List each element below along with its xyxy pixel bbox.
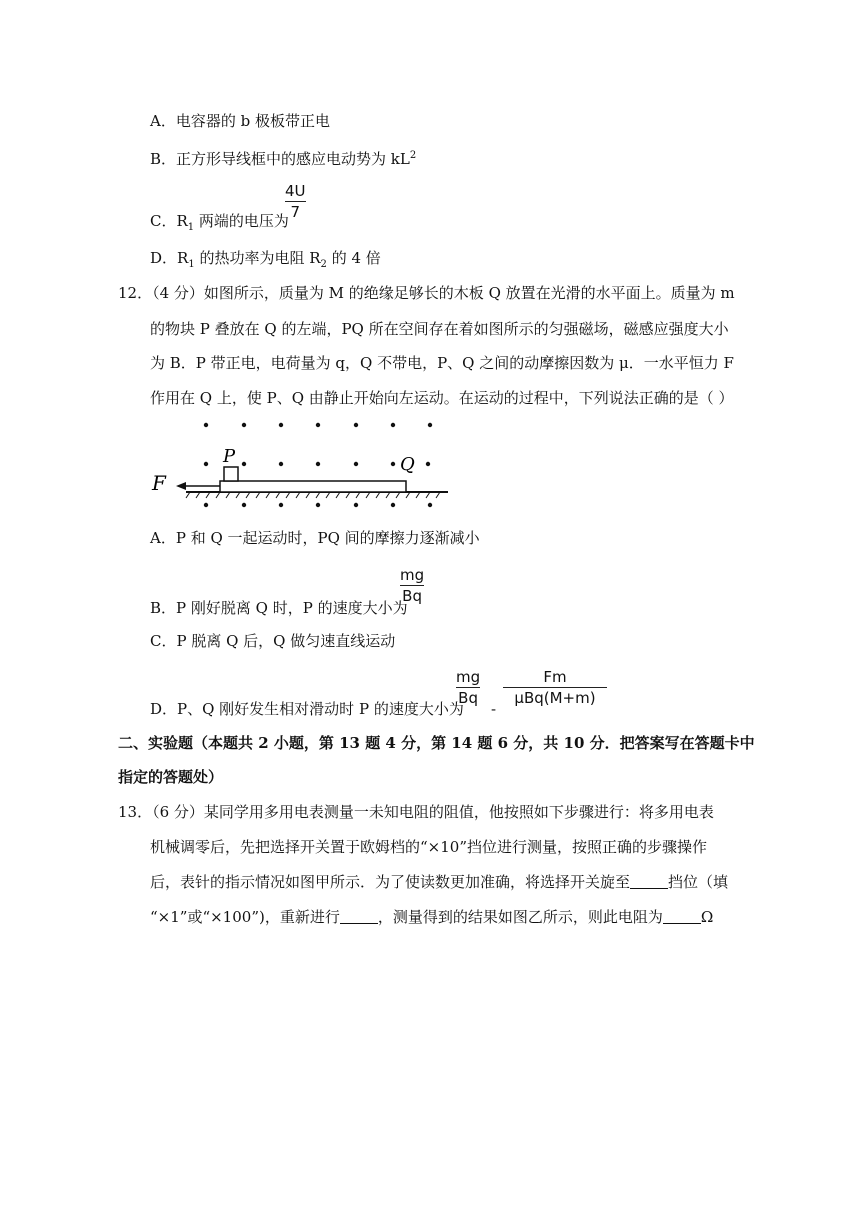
q12-option-b: B．P 刚好脱离 Q 时，P 的速度大小为 [150, 599, 408, 617]
q11-option-d: D．$R_1$ 的热功率为电阻 $R_2$ 的 4 倍 [150, 249, 381, 270]
q11-c-fraction: 4U 7 [285, 182, 306, 221]
block-p [224, 467, 238, 481]
board-q [220, 481, 406, 492]
q13-stem-line2: 机械调零后，先把选择开关置于欧姆档的“×10”挡位进行测量，按照正确的步骤操作 [150, 838, 707, 856]
q12-option-a: A．P 和 Q 一起运动时，PQ 间的摩擦力逐渐减小 [150, 529, 480, 547]
q12-stem-line3: 为 B．P 带正电，电荷量为 q，Q 不带电，P、Q 之间的动摩擦因数为 μ．一水平恒力 F [150, 354, 734, 372]
force-arrowhead [176, 482, 186, 490]
q12-d-minus: - [491, 700, 497, 718]
q13-stem-line1: 13．（6 分）某同学用多用电表测量一未知电阻的阻值，他按照如下步骤进行：将多用电表 [118, 803, 714, 821]
label-p: P [223, 446, 236, 467]
q11-option-b: B．正方形导线框中的感应电动势为 $kL^2$ [150, 150, 417, 168]
label-f: F [152, 471, 166, 495]
q12-stem-line4: 作用在 Q 上，使 P、Q 由静止开始向左运动。在运动的过程中，下列说法正确的是（ ） [150, 389, 734, 407]
label-q: Q [400, 454, 415, 475]
q11-option-a: A．电容器的 b 极板带正电 [150, 112, 330, 130]
blank-step [340, 908, 378, 924]
q11-option-c: C．$R_1$ 两端的电压为 [150, 212, 289, 233]
q13-stem-line3: 后，表针的指示情况如图甲所示．为了使读数更加准确，将选择开关旋至 挡位（填 [150, 873, 729, 891]
q12-option-d: D．P、Q 刚好发生相对滑动时 P 的速度大小为 [150, 700, 464, 718]
blank-range [630, 873, 668, 889]
q12-stem-line1: 12．（4 分）如图所示，质量为 M 的绝缘足够长的木板 Q 放置在光滑的水平面上。质量为 m [118, 284, 735, 302]
section2-heading-line1: 二、实验题（本题共 2 小题，第 13 题 4 分，第 14 题 6 分，共 10 分．把答案写在答题卡中 [118, 734, 755, 752]
q12-option-c: C．P 脱离 Q 后，Q 做匀速直线运动 [150, 632, 396, 650]
blank-resistance [663, 908, 701, 924]
q12-b-fraction: mg Bq [400, 566, 425, 605]
q12-d-fraction-1: mg Bq [456, 668, 481, 707]
q12-d-fraction-2: Fm μBq(M+m) [503, 667, 607, 708]
q12-figure [148, 410, 458, 510]
q12-stem-line2: 的物块 P 叠放在 Q 的左端，PQ 所在空间存在着如图所示的匀强磁场，磁感应强度大小 [150, 320, 729, 338]
section2-heading-line2: 指定的答题处） [118, 768, 224, 786]
q13-stem-line4: “×1”或“×100”)，重新进行 ，测量得到的结果如图乙所示，则此电阻为 Ω [150, 908, 714, 926]
